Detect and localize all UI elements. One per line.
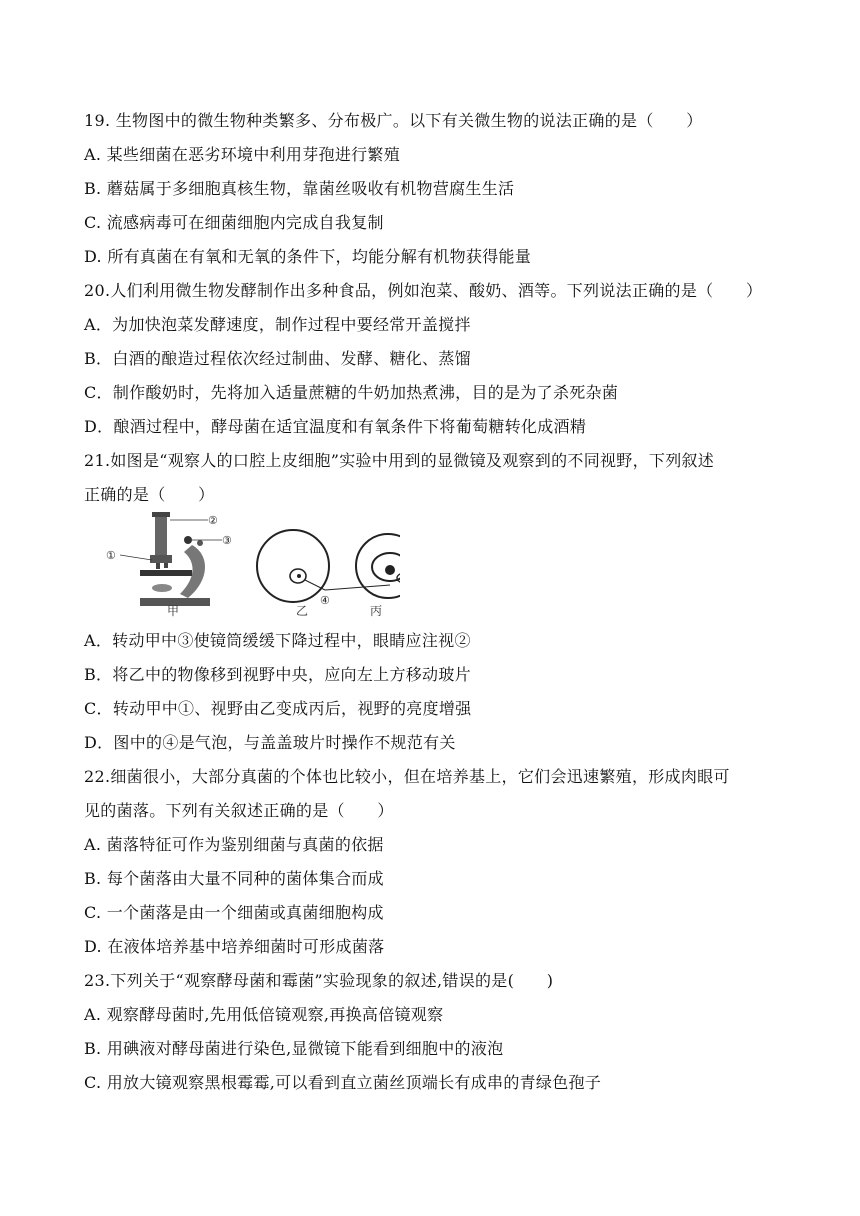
question-22-stem-line2: 见的菌落。下列有关叙述正确的是（ ） <box>84 801 394 820</box>
question-20-stem: 20.人们利用微生物发酵制作出多种食品，例如泡菜、酸奶、酒等。下列说法正确的是（ ） <box>84 281 763 300</box>
question-22-option-d: D. 在液体培养基中培养细菌时可形成菌落 <box>84 937 385 956</box>
microscope-tube <box>155 515 167 555</box>
question-19-option-a: A. 某些细菌在恶劣环境中利用芽孢进行繁殖 <box>84 145 401 164</box>
microscope-diagram <box>100 510 400 618</box>
figure-label-jia: 甲 <box>167 604 180 618</box>
label-3: ③ <box>222 534 232 547</box>
question-22-stem-line1: 22.细菌很小，大部分真菌的个体也比较小，但在培养基上，它们会迅速繁殖，形成肉眼可 <box>84 767 730 786</box>
question-21-option-b: B．将乙中的物像移到视野中央，应向左上方移动玻片 <box>84 665 471 684</box>
question-21-stem-line1: 21.如图是“观察人的口腔上皮细胞”实验中用到的显微镜及观察到的不同视野，下列叙述 <box>84 451 715 470</box>
question-21-option-c: C．转动甲中①、视野由乙变成丙后，视野的亮度增强 <box>84 699 472 718</box>
figure-label-yi: 乙 <box>296 604 309 618</box>
question-21-stem-line2: 正确的是（ ） <box>84 485 215 504</box>
question-20-option-a: A．为加快泡菜发酵速度，制作过程中要经常开盖搅拌 <box>84 315 471 334</box>
question-21-option-d: D．图中的④是气泡，与盖盖玻片时操作不规范有关 <box>84 733 456 752</box>
question-23-option-a: A. 观察酵母菌时,先用低倍镜观察,再换高倍镜观察 <box>84 1005 444 1024</box>
question-19-option-d: D. 所有真菌在有氧和无氧的条件下，均能分解有机物获得能量 <box>84 247 532 266</box>
question-19-stem: 19. 生物图中的微生物种类繁多、分布极广。以下有关微生物的说法正确的是（ ） <box>84 111 703 130</box>
microscope-figure <box>100 510 400 618</box>
question-22-option-c: C. 一个菌落是由一个细菌或真菌细胞构成 <box>84 903 384 922</box>
question-19-option-b: B. 蘑菇属于多细胞真核生物，靠菌丝吸收有机物营腐生生活 <box>84 179 515 198</box>
label-1: ① <box>106 549 116 562</box>
question-19-option-c: C. 流感病毒可在细菌细胞内完成自我复制 <box>84 213 384 232</box>
microscope-nosepiece <box>150 555 172 563</box>
question-23-option-c: C. 用放大镜观察黑根霉霉,可以看到直立菌丝顶端长有成串的青绿色孢子 <box>84 1073 602 1092</box>
question-23-option-b: B. 用碘液对酵母菌进行染色,显微镜下能看到细胞中的液泡 <box>84 1039 504 1058</box>
figure-label-bing: 丙 <box>370 604 383 618</box>
question-20-option-d: D．酿酒过程中，酵母菌在适宜温度和有氧条件下将葡萄糖转化成酒精 <box>84 417 587 436</box>
label-2: ② <box>208 514 218 527</box>
label-4: ④ <box>320 594 330 607</box>
question-22-option-a: A. 菌落特征可作为鉴别细菌与真菌的依据 <box>84 835 384 854</box>
microscope-stage <box>140 570 192 576</box>
question-22-option-b: B. 每个菌落由大量不同种的菌体集合而成 <box>84 869 384 888</box>
coarse-knob <box>184 536 192 544</box>
question-20-option-b: B．白酒的酿造过程依次经过制曲、发酵、糖化、蒸馏 <box>84 349 471 368</box>
microscope-mirror <box>152 584 172 592</box>
fine-knob <box>197 540 203 546</box>
question-20-option-c: C．制作酸奶时，先将加入适量蔗糖的牛奶加热煮沸，目的是为了杀死杂菌 <box>84 383 619 402</box>
question-21-option-a: A．转动甲中③使镜筒缓缓下降过程中，眼睛应注视② <box>84 631 471 650</box>
question-23-stem: 23.下列关于“观察酵母菌和霉菌”实验现象的叙述,错误的是( ) <box>84 971 554 990</box>
microscope-eyepiece <box>152 512 170 517</box>
field-of-view-bing <box>356 534 400 598</box>
field-of-view-yi <box>257 530 329 602</box>
